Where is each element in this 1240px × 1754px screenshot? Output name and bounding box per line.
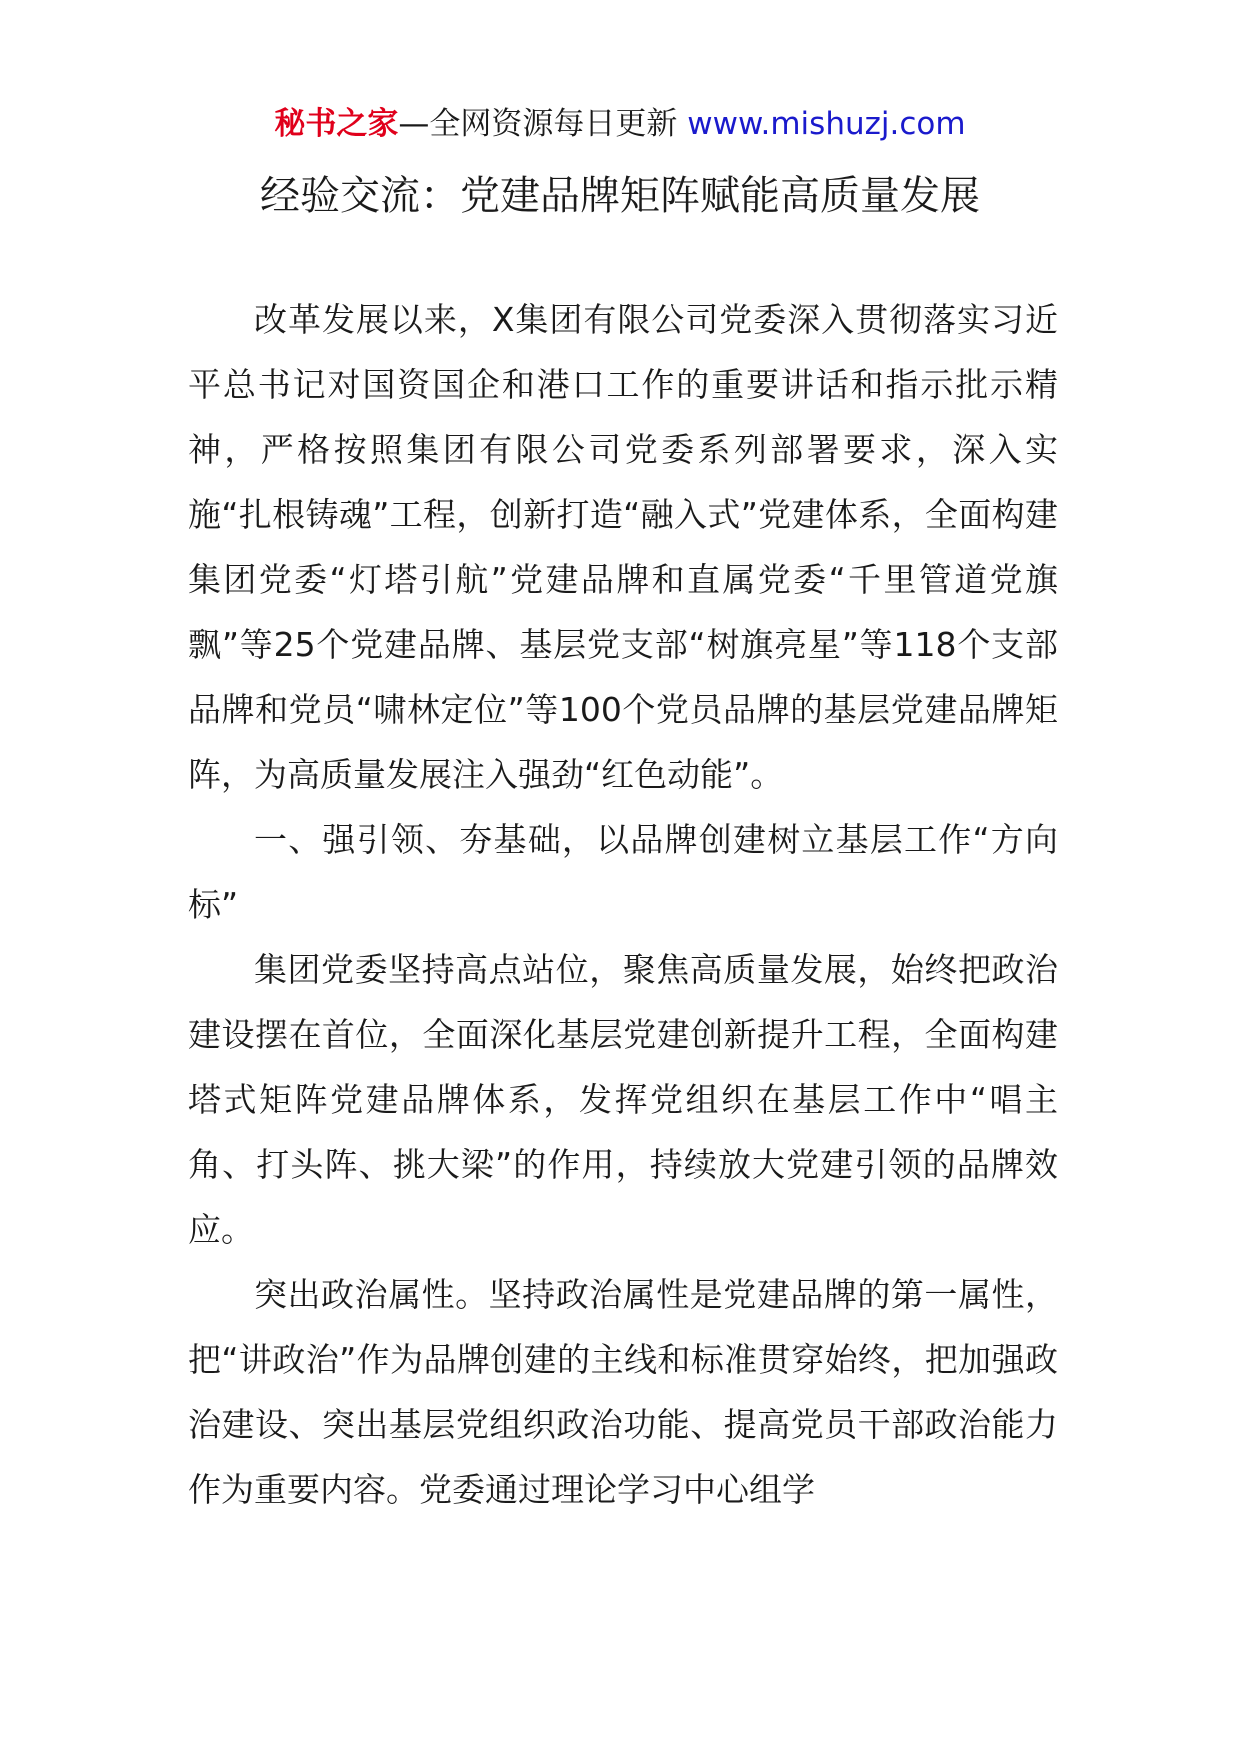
document-title: 经验交流：党建品牌矩阵赋能高质量发展	[260, 173, 980, 219]
site-url-link[interactable]: www.mishuzj.com	[687, 106, 966, 142]
document-body	[188, 287, 1058, 1522]
paragraph-political-attribute: 突出政治属性。坚持政治属性是党建品牌的第一属性，把“讲政治”作为品牌创建的主线和标准贯穿始终，把加强政治建设、突出基层党组织政治功能、提高党员干部政治能力作为重要内容。党委通过理论学习中心组学	[188, 1275, 1058, 1509]
site-slogan: —全网资源每日更新	[398, 106, 688, 142]
site-brand: 秘书之家	[274, 106, 399, 142]
paragraph-section-1: 集团党委坚持高点站位，聚焦高质量发展，始终把政治建设摆在首位，全面深化基层党建创新提升工程，全面构建塔式矩阵党建品牌体系，发挥党组织在基层工作中“唱主角、打头阵、挑大梁”的作用，持续放大党建引领的品牌效应。	[188, 950, 1058, 1249]
paragraph-intro: 改革发展以来，X集团有限公司党委深入贯彻落实习近平总书记对国资国企和港口工作的重要讲话和指示批示精神，严格按照集团有限公司党委系列部署要求，深入实施“扎根铸魂”工程，创新打造“融入式”党建体系，全面构建集团党委“灯塔引航”党建品牌和直属党委“千里管道党旗飘”等25个党建品牌、基层党支部“树旗亮星”等118个支部品牌和党员“啸林定位”等100个党员品牌的基层党建品牌矩阵，为高质量发展注入强劲“红色动能”。	[188, 300, 1058, 794]
section-heading-1: 一、强引领、夯基础，以品牌创建树立基层工作“方向标”	[188, 820, 1058, 924]
site-header	[0, 104, 1240, 144]
